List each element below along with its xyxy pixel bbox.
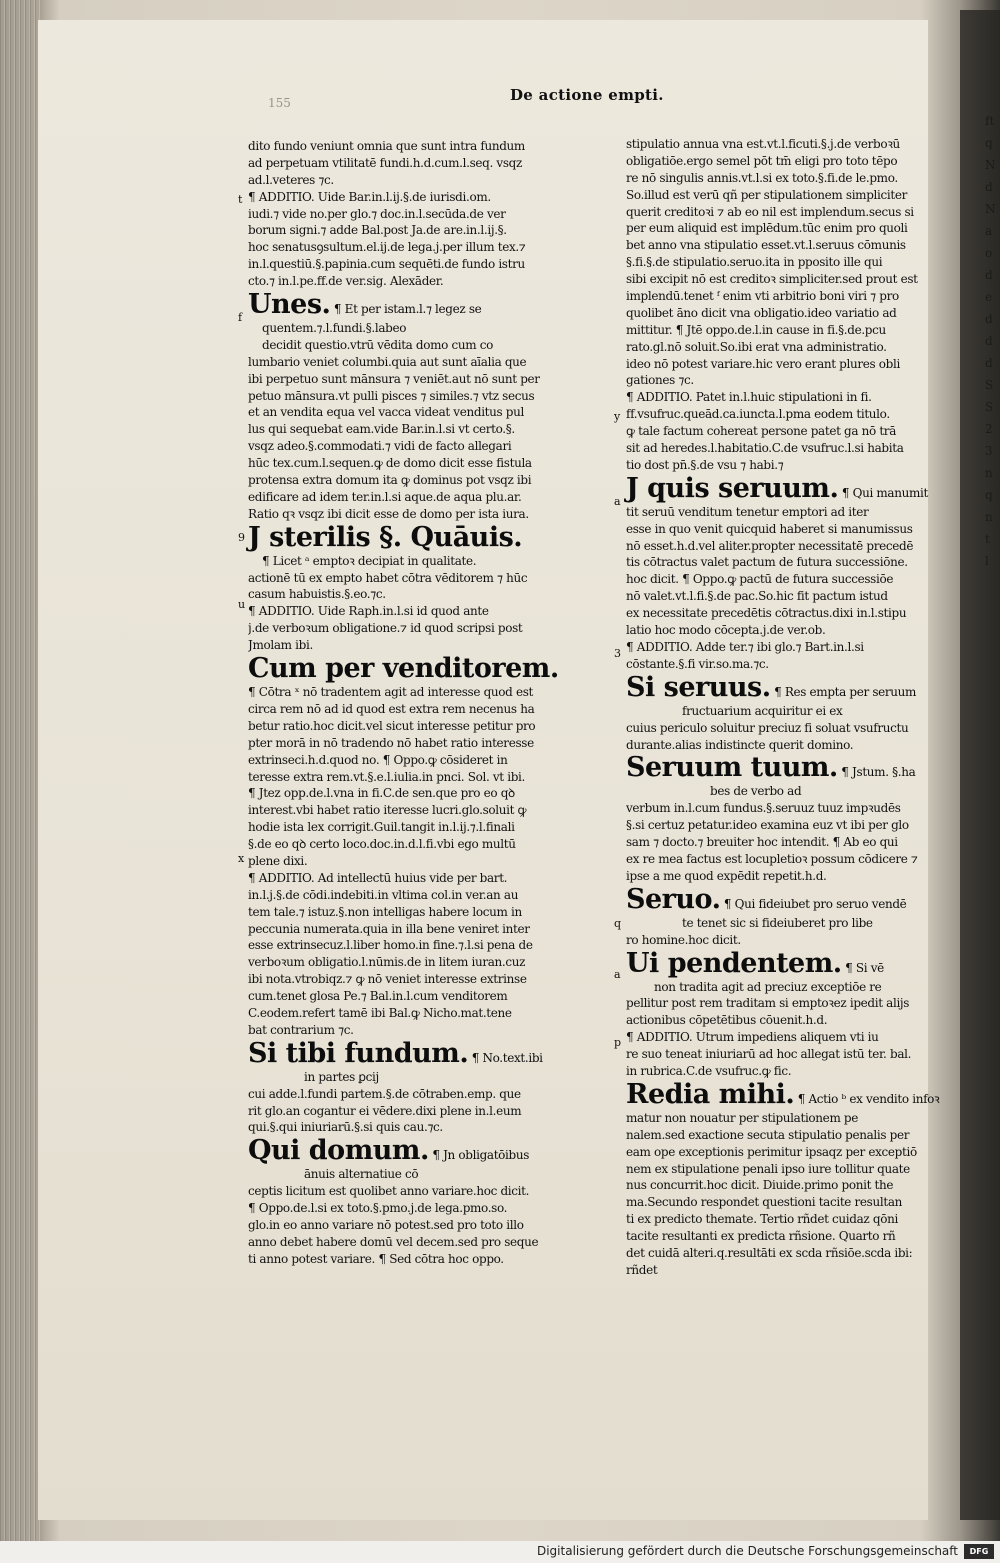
text-line: sit ad heredes.l.habitatio.C.de vsufruc.l.si habita bbox=[626, 441, 904, 456]
text-line: bat contrarium ⁊c. bbox=[248, 1022, 354, 1037]
text-line: esse extrinsecuz.l.liber homo.in fine.⁊.l.si pena de bbox=[248, 938, 533, 953]
text-line: sam ⁊ docto.⁊ breuiter hoc intendit. ¶ Ab eo qui bbox=[626, 835, 898, 850]
text-line: quolibet āno dicit vna obligatio.ideo variatio ad bbox=[626, 305, 897, 320]
text-line: ¶ ADDITIO. Adde ter.⁊ ibi glo.⁊ Bart.in.l.si bbox=[626, 639, 864, 654]
book-page-edges bbox=[0, 0, 40, 1563]
text-line: §.de eo qꝺ certo loco.doc.in.d.l.fi.vbi ego multū bbox=[248, 837, 516, 852]
section-heading bbox=[626, 949, 926, 979]
text-line: petuo mānsura.vt pulli pisces ⁊ similes.⁊ vtz secus bbox=[248, 388, 535, 403]
text-line: cto.⁊ in.l.pe.ff.de ver.sig. Alexāder. bbox=[248, 274, 444, 289]
text-line: pellitur post rem traditam si emptoꝛez ipedit alijs bbox=[626, 996, 910, 1011]
heading-word: Ui pendentem. bbox=[626, 947, 842, 979]
heading-gloss: ¶ Jstum. §.ha bbox=[837, 765, 916, 780]
margin-letter: x bbox=[238, 851, 245, 865]
margin-letter: u bbox=[238, 598, 246, 612]
bleed-glyph: e bbox=[985, 290, 993, 304]
margin-letter: y bbox=[614, 410, 621, 424]
text-line: quentem.⁊.l.fundi.§.labeo bbox=[262, 321, 407, 336]
text-line: §.fi.§.de stipulatio.seruo.ita in pposito ille qui bbox=[626, 255, 883, 270]
text-line: ¶ ADDITIO. Uide Bar.in.l.ij.§.de iurisdi.om. bbox=[248, 189, 491, 204]
dfg-logo: DFG bbox=[964, 1544, 994, 1559]
text-line: decidit questio.vtrū vēdita domo cum co bbox=[262, 337, 493, 352]
bleed-glyph: d bbox=[985, 180, 993, 194]
text-line: tacite resultanti ex predicta rñsione. Quarto rñ bbox=[626, 1229, 896, 1244]
heading-word: Si seruus. bbox=[626, 671, 771, 703]
text-line: protensa extra domum ita ꝙ dominus pot vsqz ibi bbox=[248, 473, 532, 488]
text-line: cum.tenet glosa Pe.⁊ Bal.in.l.cum venditorem bbox=[248, 989, 508, 1004]
section-heading bbox=[626, 474, 926, 504]
heading-word: Unes. bbox=[248, 289, 331, 321]
text-line: in.l.questiū.§.papinia.cum sequēti.de fundo istru bbox=[248, 257, 525, 272]
bleed-glyph: S bbox=[985, 400, 994, 414]
text-line: sibi excipit nō est creditoꝛ simpliciter.sed prout est bbox=[626, 272, 918, 287]
text-line: et an vendita equa vel vacca videat venditus pul bbox=[248, 405, 525, 420]
text-line: hodie ista lex corrigit.Guil.tangit in.l.ij.⁊.l.finali bbox=[248, 820, 515, 835]
text-line: ex re mea factus est locupletioꝛ possum cōdicere ⁊ bbox=[626, 851, 918, 866]
section-heading bbox=[248, 523, 568, 553]
section-heading bbox=[248, 654, 568, 684]
text-line: ipse a me quod expēdit repetit.h.d. bbox=[626, 868, 827, 883]
heading-gloss: ¶ Qui fideiubet pro seruo vendē bbox=[720, 896, 907, 911]
margin-letter: p bbox=[614, 1035, 622, 1049]
text-line: plene dixi. bbox=[248, 853, 308, 868]
heading-gloss: ¶ Qui manumit bbox=[838, 485, 928, 500]
text-line: borum signi.⁊ adde Bal.post Ja.de are.in.l.ij.§. bbox=[248, 223, 507, 238]
margin-letter: a bbox=[614, 968, 621, 982]
text-line: durante.alias indistincte querit domino. bbox=[626, 737, 854, 752]
digitization-footer bbox=[0, 1541, 1000, 1563]
bleed-glyph: q bbox=[985, 136, 993, 150]
text-line: ibi perpetuo sunt mānsura ⁊ veniēt.aut nō sunt per bbox=[248, 371, 540, 386]
margin-letter: f bbox=[238, 311, 243, 324]
bleed-glyph: t bbox=[985, 532, 990, 546]
text-line: ibi nota.vtrobiqz.⁊ ꝙ nō veniet interesse extrinse bbox=[248, 972, 527, 987]
running-title: De actione empti. bbox=[510, 86, 664, 104]
bleed-glyph: l bbox=[985, 554, 989, 568]
adjacent-page-bleed bbox=[985, 110, 1000, 970]
heading-word: Qui domum. bbox=[248, 1135, 429, 1167]
text-line: nus concurrit.hoc dicit. Diuide.primo ponit the bbox=[626, 1178, 894, 1193]
text-line: ro homine.hoc dicit. bbox=[626, 932, 741, 947]
text-line: querit creditoꝛi ⁊ ab eo nil est implendum.secus si bbox=[626, 204, 914, 219]
text-line: fructuarium acquiritur ei ex bbox=[682, 703, 843, 718]
text-line: te tenet sic si fideiuberet pro libe bbox=[682, 915, 873, 930]
text-line: peccunia numerata.quia in illa bene veniret inter bbox=[248, 921, 530, 936]
text-line: ¶ ADDITIO. Utrum impediens aliquem vti iu bbox=[626, 1030, 879, 1045]
bleed-glyph: d bbox=[985, 334, 993, 348]
text-line: ti anno potest variare. ¶ Sed cōtra hoc oppo. bbox=[248, 1251, 504, 1266]
bleed-glyph: d bbox=[985, 312, 993, 326]
text-line: lus qui sequebat eam.vide Bar.in.l.si vt certo.§. bbox=[248, 422, 515, 437]
text-line: non tradita agit ad preciuz exceptiōe re bbox=[654, 979, 882, 994]
text-line: bes de verbo ad bbox=[710, 784, 802, 799]
heading-word: Seruo. bbox=[626, 883, 721, 915]
text-line: cuius periculo soluitur preciuz fi soluat vsufructu bbox=[626, 720, 909, 735]
text-line: cōstante.§.fi vir.so.ma.⁊c. bbox=[626, 656, 769, 671]
text-line: obligatiōe.ergo semel pōt tm̄ eligi pro toto tēpo bbox=[626, 153, 898, 168]
text-line: edificare ad idem ter.in.l.si aque.de aqua plu.ar. bbox=[248, 489, 522, 504]
text-line: ¶ ADDITIO. Patet in.l.huic stipulationi in fi. bbox=[626, 390, 872, 405]
text-line: Jmolam ibi. bbox=[248, 638, 313, 653]
section-heading bbox=[626, 673, 926, 703]
text-line: Ratio qꝛ vsqz ibi dicit esse de domo per ista iura. bbox=[248, 506, 529, 521]
text-line: circa rem nō ad id quod est extra rem necenus ha bbox=[248, 701, 535, 716]
bleed-glyph: N bbox=[985, 158, 996, 172]
heading-word: Cum per venditorem. bbox=[248, 653, 559, 685]
text-line: ¶ Licet ᵃ emptoꝛ decipiat in qualitate. bbox=[262, 553, 477, 568]
text-line: ¶ Oppo.de.l.si ex toto.§.pmo.j.de lega.pmo.so. bbox=[248, 1201, 508, 1216]
footer-credit: Digitalisierung gefördert durch die Deutsche Forschungsgemeinschaft bbox=[536, 1544, 958, 1558]
margin-letter: a bbox=[614, 494, 621, 508]
text-line: ideo nō potest variare.hic vero erant plures obli bbox=[626, 356, 900, 371]
bleed-glyph: d bbox=[985, 268, 993, 282]
text-line: stipulatio annua vna est.vt.l.ficuti.§.j.de verboꝛū bbox=[626, 137, 900, 151]
text-line: ānuis alternatiue cō bbox=[304, 1167, 419, 1182]
text-line: j.de verboꝛum obligatione.⁊ id quod scripsi post bbox=[248, 621, 523, 636]
bleed-glyph: S bbox=[985, 378, 994, 392]
bleed-glyph: d bbox=[985, 356, 993, 370]
text-line: tio dost pn̄.§.de vsu ⁊ habi.⁊ bbox=[626, 457, 784, 472]
text-line: teresse extra rem.vt.§.e.l.iulia.in pnci. Sol. vt ibi. bbox=[248, 769, 526, 784]
text-line: rit glo.an cogantur ei vēdere.dixi plene in.l.eum bbox=[248, 1103, 522, 1118]
text-line: ti ex predicto themate. Tertio rñdet cuidaz qōni bbox=[626, 1212, 898, 1227]
text-line: ¶ Jtez opp.de.l.vna in fi.C.de sen.que pro eo qꝺ bbox=[248, 786, 515, 801]
text-line: hoc dicit. ¶ Oppo.ꝙ pactū de futura successiōe bbox=[626, 572, 894, 587]
text-line: re suo teneat iniuriarū ad hoc allegat istū ter. bal. bbox=[626, 1047, 912, 1062]
text-line: §.si certuz petatur.ideo examina euz vt ibi per glo bbox=[626, 818, 909, 833]
section-heading bbox=[248, 290, 568, 320]
right-text-column bbox=[626, 136, 940, 1279]
section-heading bbox=[626, 1078, 940, 1110]
text-line: iudi.⁊ vide no.per glo.⁊ doc.in.l.secūda.de ver bbox=[248, 206, 506, 221]
folio-number-ghost: 155 bbox=[268, 96, 291, 110]
text-line: esse in quo venit quicquid haberet si manumissus bbox=[626, 521, 913, 536]
text-line: hoc senatusꝯsultum.el.ij.de lega.j.per illum tex.⁊ bbox=[248, 240, 526, 255]
heading-gloss: ¶ Res empta per seruum bbox=[770, 684, 917, 699]
text-line: gationes ⁊c. bbox=[626, 373, 694, 388]
text-line: lumbario veniet columbi.quia aut sunt aīalia que bbox=[248, 354, 527, 369]
text-line: nō esset.h.d.vel aliter.propter necessitatē precedē bbox=[626, 538, 914, 553]
text-line: verbum in.l.cum fundus.§.seruuz tuuz impꝛudēs bbox=[626, 801, 901, 816]
text-line: mittitur. ¶ Jtē oppo.de.l.in cause in fi.§.de.pcu bbox=[626, 322, 886, 337]
section-heading bbox=[626, 753, 926, 783]
text-line: betur ratio.hoc dicit.vel sicut interesse petitur pro bbox=[248, 718, 536, 733]
text-line: ¶ ADDITIO. Uide Raph.in.l.si id quod ante bbox=[248, 604, 489, 619]
text-line: bet anno vna stipulatio esset.vt.l.seruus cōmunis bbox=[626, 238, 906, 253]
text-line: cui adde.l.fundi partem.§.de cōtraben.emp. que bbox=[248, 1086, 521, 1101]
text-line: verboꝛum obligatio.l.nūmis.de in litem iuran.cuz bbox=[248, 955, 526, 970]
bleed-glyph: q bbox=[985, 488, 993, 502]
section-heading bbox=[248, 1136, 568, 1166]
heading-gloss: ¶ Et per istam.l.⁊ legez se bbox=[330, 302, 482, 317]
text-line: hūc tex.cum.l.sequen.ꝙ de domo dicit esse fistula bbox=[248, 456, 532, 471]
text-line: ex necessitate precedētis cōtractus.dixi in.l.stipu bbox=[626, 606, 907, 621]
section-heading bbox=[248, 1039, 568, 1069]
bleed-glyph: n bbox=[985, 510, 993, 524]
text-line: re nō singulis annis.vt.l.si ex toto.§.fi.de le.pmo. bbox=[626, 170, 898, 185]
text-line: ff.vsufruc.queād.ca.iuncta.l.pma eodem titulo. bbox=[626, 407, 890, 422]
bleed-glyph: 2 bbox=[985, 422, 993, 436]
heading-word: Seruum tuum. bbox=[626, 752, 838, 784]
text-line: tit seruū venditum tenetur emptori ad iter bbox=[626, 504, 869, 519]
text-line: anno debet habere domū vel decem.sed pro seque bbox=[248, 1234, 539, 1249]
text-line: tis cōtractus valet pactum de futura successiōne. bbox=[626, 555, 908, 570]
bleed-glyph: o bbox=[985, 246, 993, 260]
text-line: eam ope exceptionis perimitur ipsaqz per exceptiō bbox=[626, 1144, 917, 1159]
bleed-glyph: a bbox=[985, 224, 993, 238]
left-text-column bbox=[248, 138, 568, 1268]
text-line: ¶ ADDITIO. Ad intellectū huius vide per bart. bbox=[248, 870, 508, 885]
text-line: ¶ Cōtra ˣ nō tradentem agit ad interesse quod est bbox=[248, 685, 533, 700]
bleed-glyph: 3 bbox=[985, 444, 993, 458]
heading-word: J sterilis §. Quāuis. bbox=[248, 521, 523, 553]
text-line: ꝙ tale factum cohereat persone patet ga nō trā bbox=[626, 424, 896, 439]
text-line: in.l.j.§.de cōdi.indebiti.in vltima col.in ver.an au bbox=[248, 887, 519, 902]
text-line: actionē tū ex empto habet cōtra vēditorem ⁊ hūc bbox=[248, 570, 528, 585]
heading-word: Si tibi fundum. bbox=[248, 1037, 469, 1069]
section-heading bbox=[626, 885, 926, 915]
text-line: nalem.sed exactione secuta stipulatio penalis per bbox=[626, 1127, 910, 1142]
text-line: ad perpetuam vtilitatē fundi.h.d.cum.l.seq. vsqz bbox=[248, 155, 522, 170]
text-line: vsqz adeo.§.commodati.⁊ vidi de facto allegari bbox=[248, 439, 512, 454]
text-line: dito fundo veniunt omnia que sunt intra fundum bbox=[248, 139, 525, 153]
text-line: casum habuistis.§.eo.⁊c. bbox=[248, 587, 386, 602]
text-line: implendū.tenet ᶠ enim vti arbitrio boni viri ⁊ pro bbox=[626, 289, 899, 304]
margin-letter: 3 bbox=[614, 647, 621, 660]
text-line: actionibus cōpetētibus cōuenit.h.d. bbox=[626, 1013, 828, 1028]
text-line: nem ex stipulatione penali ipso iure tollitur quate bbox=[626, 1161, 910, 1176]
text-line: in rubrica.C.de vsufruc.ꝙ fic. bbox=[626, 1063, 792, 1078]
text-line: latio hoc modo cōcepta.j.de ver.ob. bbox=[626, 623, 826, 638]
heading-gloss: ¶ Si vē bbox=[841, 960, 884, 975]
text-line: extrinseci.h.d.quod no. ¶ Oppo.ꝙ cōsideret in bbox=[248, 752, 508, 767]
heading-gloss: ¶ Actio ᵇ ex vendito infoꝛ bbox=[794, 1091, 940, 1106]
text-line: per eum aliquid est implēdum.tūc enim pro quoli bbox=[626, 221, 908, 236]
text-line: ad.l.veteres ⁊c. bbox=[248, 172, 334, 187]
bleed-glyph: N bbox=[985, 202, 996, 216]
text-line: interest.vbi habet ratio iteresse lucri.glo.soluit ꝙ bbox=[248, 803, 527, 818]
text-line: C.eodem.refert tamē ibi Bal.ꝙ Nicho.mat.tene bbox=[248, 1005, 512, 1020]
bleed-glyph: n bbox=[985, 466, 993, 480]
text-line: glo.in eo anno variare nō potest.sed pro toto illo bbox=[248, 1217, 524, 1232]
heading-gloss: ¶ Jn obligatōibus bbox=[428, 1148, 530, 1163]
margin-letter: t bbox=[238, 192, 243, 206]
heading-word: J quis seruum. bbox=[626, 472, 839, 504]
text-line: ceptis licitum est quolibet anno variare.hoc dicit. bbox=[248, 1184, 530, 1199]
text-line: in partes ꝑcij bbox=[304, 1069, 379, 1084]
heading-gloss: ¶ No.text.ibi bbox=[468, 1050, 543, 1065]
text-line: ma.Secundo respondet questioni tacite resultan bbox=[626, 1195, 902, 1210]
text-line: matur non nouatur per stipulationem pe bbox=[626, 1110, 859, 1125]
text-line: pter morā in nō tradendo nō habet ratio interesse bbox=[248, 735, 534, 750]
text-line: nō valet.vt.l.fi.§.de pac.So.hic fit pactum istud bbox=[626, 589, 888, 604]
text-line: rñdet bbox=[626, 1262, 658, 1277]
text-line: qui.§.qui iniuriarū.§.si quis cau.⁊c. bbox=[248, 1120, 443, 1135]
heading-word: Redia mihi. bbox=[626, 1078, 795, 1110]
margin-letter: q bbox=[614, 917, 622, 931]
text-line: det cuidā alteri.q.resultāti ex scda rñsiōe.scda ibi: bbox=[626, 1245, 913, 1260]
text-line: tem tale.⁊ istuz.§.non intelligas habere locum in bbox=[248, 904, 522, 919]
text-line: rato.gl.nō soluit.So.ibi erat vna administratio. bbox=[626, 339, 887, 354]
margin-letter: 9 bbox=[238, 530, 245, 544]
text-line: So.illud est verū qñ per stipulationem simpliciter bbox=[626, 187, 907, 202]
bleed-glyph: ft bbox=[985, 114, 995, 128]
